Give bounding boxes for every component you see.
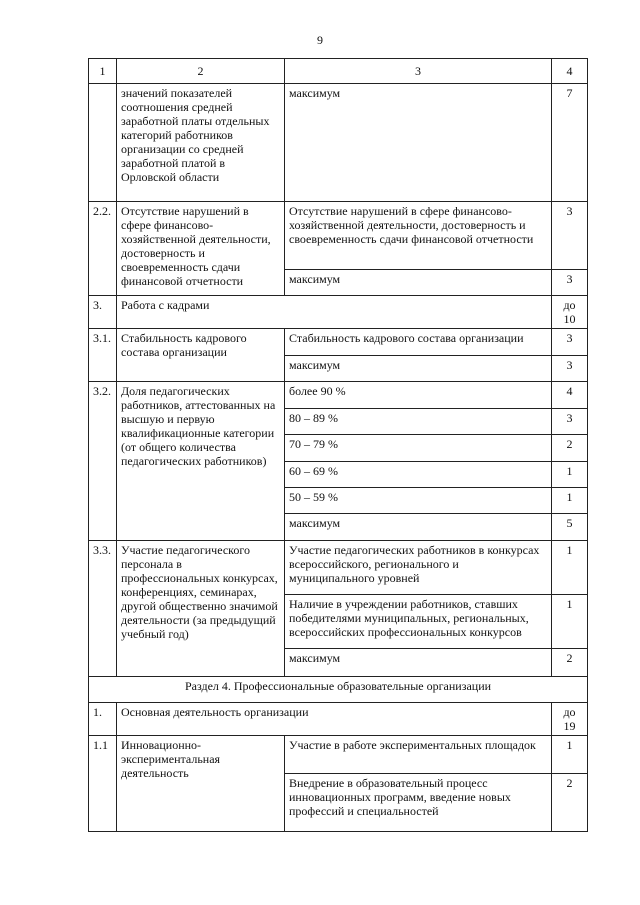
row-number-cell: 1. (89, 703, 117, 736)
table-row (89, 541, 588, 595)
points-cell: 1 (552, 541, 588, 595)
points-cell: 2 (552, 774, 588, 832)
row-number-cell: 2.2. (89, 202, 117, 296)
row-number-cell (89, 84, 117, 202)
indicator-cell: 50 – 59 % (285, 488, 552, 514)
row-number-cell: 3. (89, 296, 117, 329)
points-cell: 5 (552, 514, 588, 541)
indicator-cell: 60 – 69 % (285, 462, 552, 488)
points-cell: 3 (552, 356, 588, 382)
points-cell: 1 (552, 595, 588, 649)
page-number: 9 (317, 33, 323, 47)
points-cell: 3 (552, 329, 588, 356)
indicator-cell: максимум (285, 84, 552, 202)
table-row (89, 329, 588, 356)
points-cell: 3 (552, 270, 588, 296)
indicator-cell: Участие в работе экспериментальных площадок (285, 736, 552, 774)
points-cell: 1 (552, 488, 588, 514)
indicator-cell: максимум (285, 270, 552, 296)
table-row (89, 382, 588, 409)
row-number-cell: 1.1 (89, 736, 117, 832)
criterion-cell: Доля педагогических работников, аттестованных на высшую и первую квалификационные категории (от общего количества педагогических работников) (117, 382, 285, 541)
criterion-cell: значений показателей соотношения средней заработной платы отдельных категорий работников организации со средней заработной платой в Орловской области (117, 84, 285, 202)
points-cell: 1 (552, 462, 588, 488)
row-number-cell: 3.1. (89, 329, 117, 382)
table-row (89, 202, 588, 270)
section-heading: Раздел 4. Профессиональные образовательные организации (89, 677, 588, 703)
indicator-cell: Наличие в учреждении работников, ставших победителями муниципальных, региональных, всероссийских профессиональных конкурсов (285, 595, 552, 649)
indicator-cell: более 90 % (285, 382, 552, 409)
points-cell: до 19 (552, 703, 588, 736)
header-col-1: 1 (89, 59, 117, 84)
criterion-cell: Основная деятельность организации (117, 703, 552, 736)
row-number-cell: 3.2. (89, 382, 117, 541)
table-row (89, 736, 588, 774)
indicator-cell: 80 – 89 % (285, 409, 552, 435)
header-col-2: 2 (117, 59, 285, 84)
header-col-3: 3 (285, 59, 552, 84)
indicator-cell: Стабильность кадрового состава организации (285, 329, 552, 356)
points-cell: 7 (552, 84, 588, 202)
table-row (89, 296, 588, 329)
header-col-4: 4 (552, 59, 588, 84)
indicator-cell: Внедрение в образовательный процесс инновационных программ, введение новых профессий и специальностей (285, 774, 552, 832)
points-cell: 2 (552, 435, 588, 462)
criteria-table (88, 58, 588, 832)
points-cell: 3 (552, 409, 588, 435)
indicator-cell: максимум (285, 514, 552, 541)
criterion-cell: Отсутствие нарушений в сфере финансово-хозяйственной деятельности, достоверность и своевременность сдачи финансовой отчетности (117, 202, 285, 296)
criterion-cell: Инновационно-экспериментальная деятельность (117, 736, 285, 832)
points-cell: 4 (552, 382, 588, 409)
table-header-row (89, 59, 588, 84)
indicator-cell: 70 – 79 % (285, 435, 552, 462)
criterion-cell: Участие педагогического персонала в профессиональных конкурсах, конференциях, семинарах, другой общественно значимой деятельности (за предыдущий учебный год) (117, 541, 285, 677)
points-cell: 3 (552, 202, 588, 270)
table-row (89, 677, 588, 703)
points-cell: до 10 (552, 296, 588, 329)
indicator-cell: максимум (285, 649, 552, 677)
indicator-cell: Отсутствие нарушений в сфере финансово-хозяйственной деятельности, достоверность и своевременность сдачи финансовой отчетности (285, 202, 552, 270)
criterion-cell: Стабильность кадрового состава организации (117, 329, 285, 382)
points-cell: 1 (552, 736, 588, 774)
table-row (89, 84, 588, 202)
indicator-cell: максимум (285, 356, 552, 382)
row-number-cell: 3.3. (89, 541, 117, 677)
points-cell: 2 (552, 649, 588, 677)
criterion-cell: Работа с кадрами (117, 296, 552, 329)
indicator-cell: Участие педагогических работников в конкурсах всероссийского, регионального и муниципального уровней (285, 541, 552, 595)
table-row (89, 703, 588, 736)
